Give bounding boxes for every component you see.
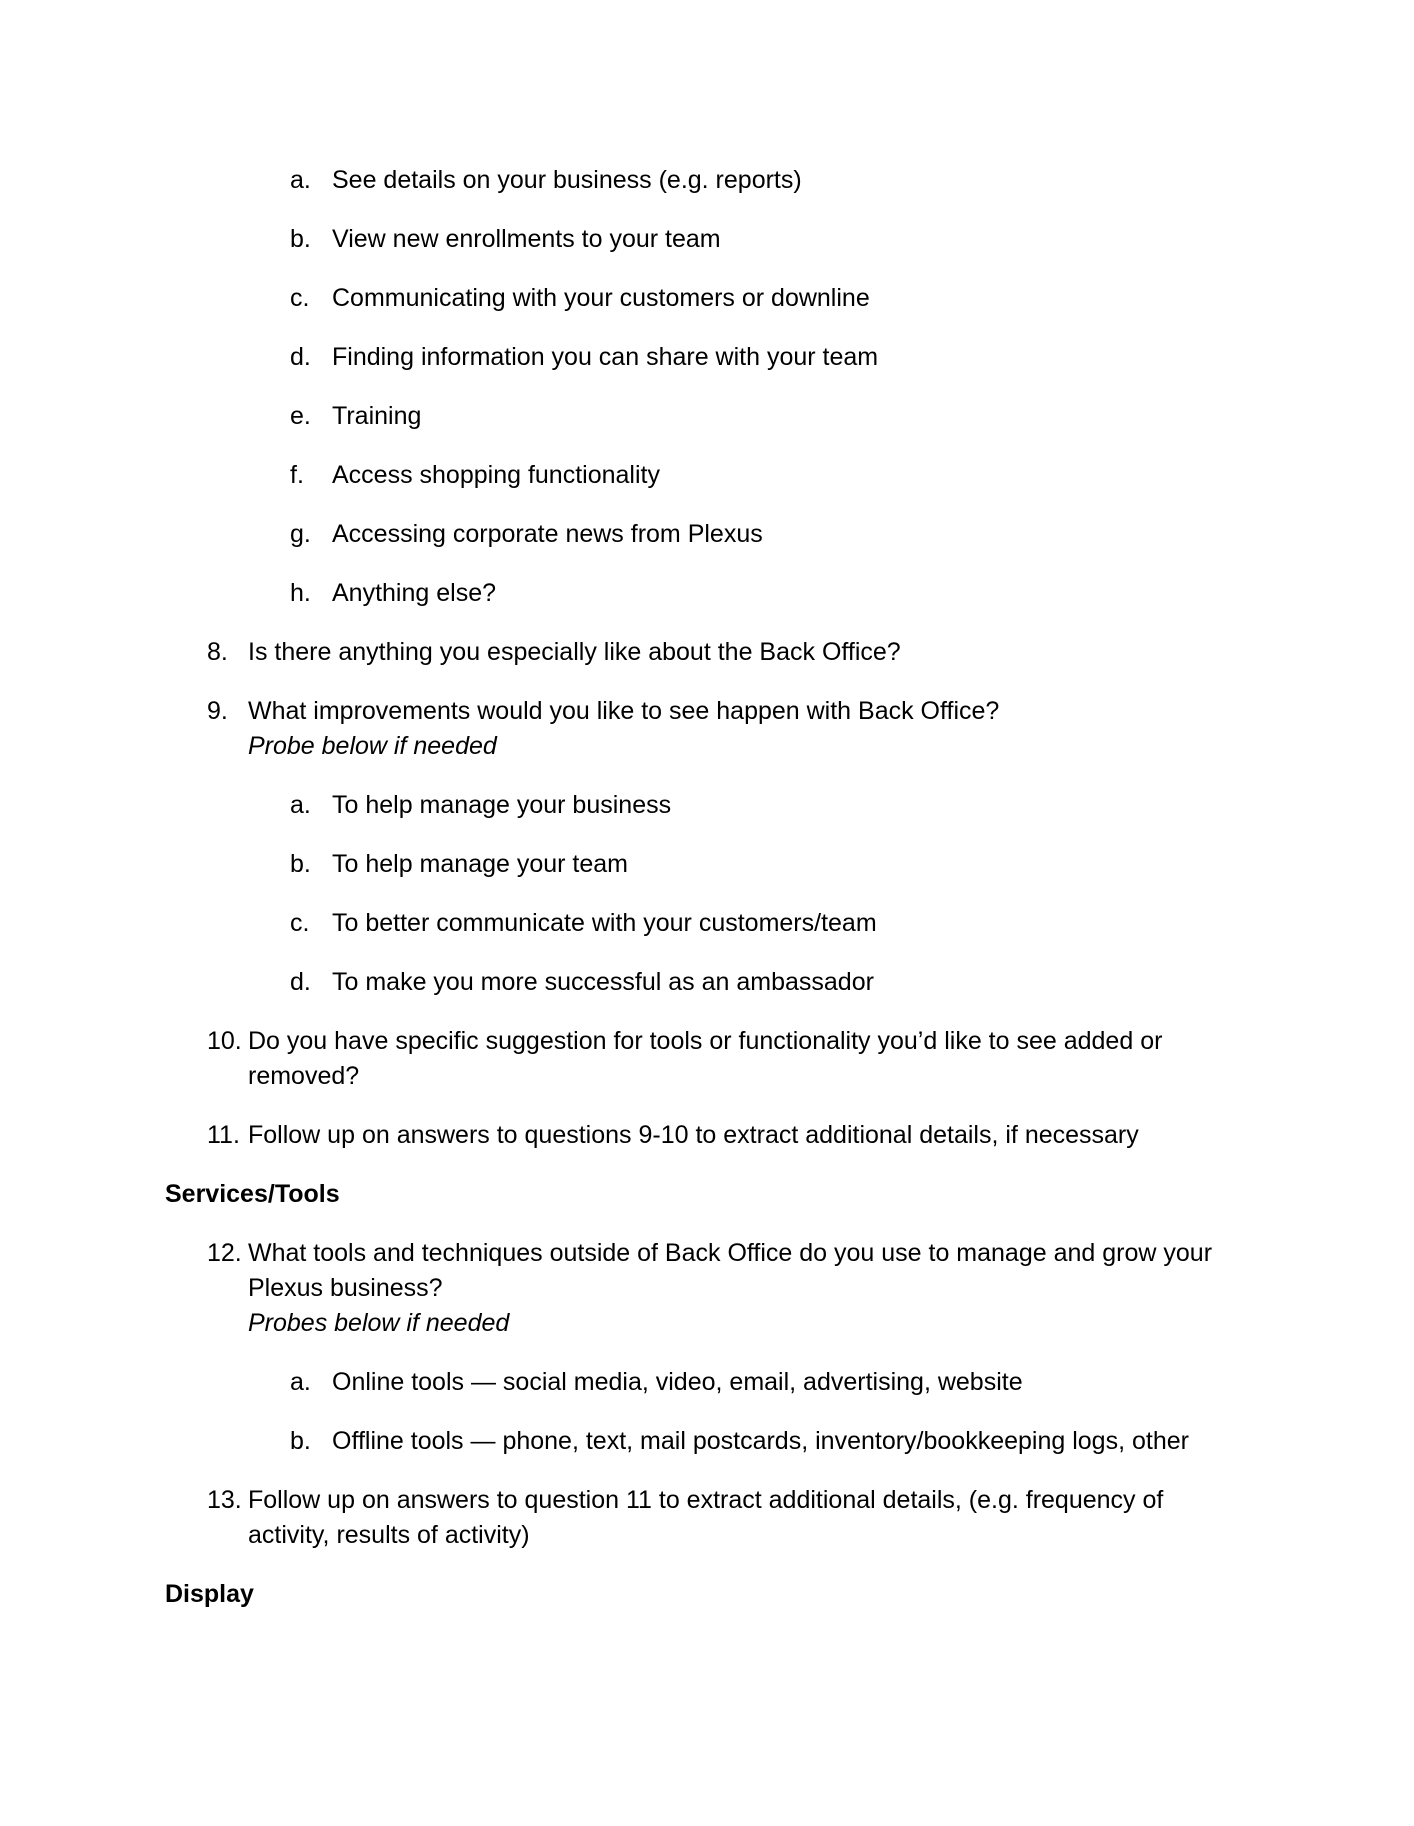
list-item-text: To help manage your business — [332, 791, 672, 819]
list-marker: h. — [290, 579, 311, 607]
list-item-text: Accessing corporate news from Plexus — [332, 520, 763, 548]
list-marker: e. — [290, 402, 311, 430]
question-text-line-2: Plexus business? — [248, 1274, 443, 1302]
list-marker: b. — [290, 1427, 311, 1455]
question-text-line-1: What tools and techniques outside of Back Office do you use to manage and grow your — [248, 1239, 1213, 1267]
question-text: What improvements would you like to see happen with Back Office? — [248, 697, 1000, 725]
list-marker: d. — [290, 968, 311, 996]
list-item-text: To better communicate with your customers/team — [332, 909, 877, 937]
list-marker: a. — [290, 166, 311, 194]
list-item-text: Finding information you can share with your team — [332, 343, 879, 371]
probe-note: Probe below if needed — [248, 732, 497, 760]
question-number: 13. — [207, 1486, 242, 1514]
list-marker: b. — [290, 225, 311, 253]
question-text-line-1: Do you have specific suggestion for tools or functionality you’d like to see added or — [248, 1027, 1163, 1055]
question-text-line-2: removed? — [248, 1062, 360, 1090]
question-number: 12. — [207, 1239, 242, 1267]
question-number: 8. — [207, 638, 228, 666]
list-item-text: See details on your business (e.g. reports) — [332, 166, 802, 194]
list-marker: g. — [290, 520, 311, 548]
list-item-text: Offline tools — phone, text, mail postcards, inventory/bookkeeping logs, other — [332, 1427, 1189, 1455]
list-item-text: Online tools — social media, video, email, advertising, website — [332, 1368, 1023, 1396]
list-marker: d. — [290, 343, 311, 371]
list-item-text: View new enrollments to your team — [332, 225, 721, 253]
section-heading-services-tools: Services/Tools — [165, 1180, 340, 1208]
list-item-text: Anything else? — [332, 579, 497, 607]
question-number: 9. — [207, 697, 228, 725]
question-number: 11. — [207, 1121, 240, 1149]
list-marker: b. — [290, 850, 311, 878]
list-marker: a. — [290, 791, 311, 819]
list-item-text: Training — [332, 402, 422, 430]
list-item-text: To make you more successful as an ambassador — [332, 968, 874, 996]
probe-note: Probes below if needed — [248, 1309, 510, 1337]
list-marker: f. — [290, 461, 304, 489]
list-marker: c. — [290, 284, 310, 312]
question-number: 10. — [207, 1027, 242, 1055]
section-heading-display: Display — [165, 1580, 254, 1608]
list-item-text: To help manage your team — [332, 850, 629, 878]
question-text: Is there anything you especially like about the Back Office? — [248, 638, 901, 666]
question-text-line-1: Follow up on answers to question 11 to extract additional details, (e.g. frequency of — [248, 1486, 1164, 1514]
question-text-line-2: activity, results of activity) — [248, 1521, 530, 1549]
list-marker: c. — [290, 909, 310, 937]
question-text: Follow up on answers to questions 9-10 to extract additional details, if necessary — [248, 1121, 1139, 1149]
list-marker: a. — [290, 1368, 311, 1396]
list-item-text: Access shopping functionality — [332, 461, 660, 489]
list-item-text: Communicating with your customers or downline — [332, 284, 870, 312]
